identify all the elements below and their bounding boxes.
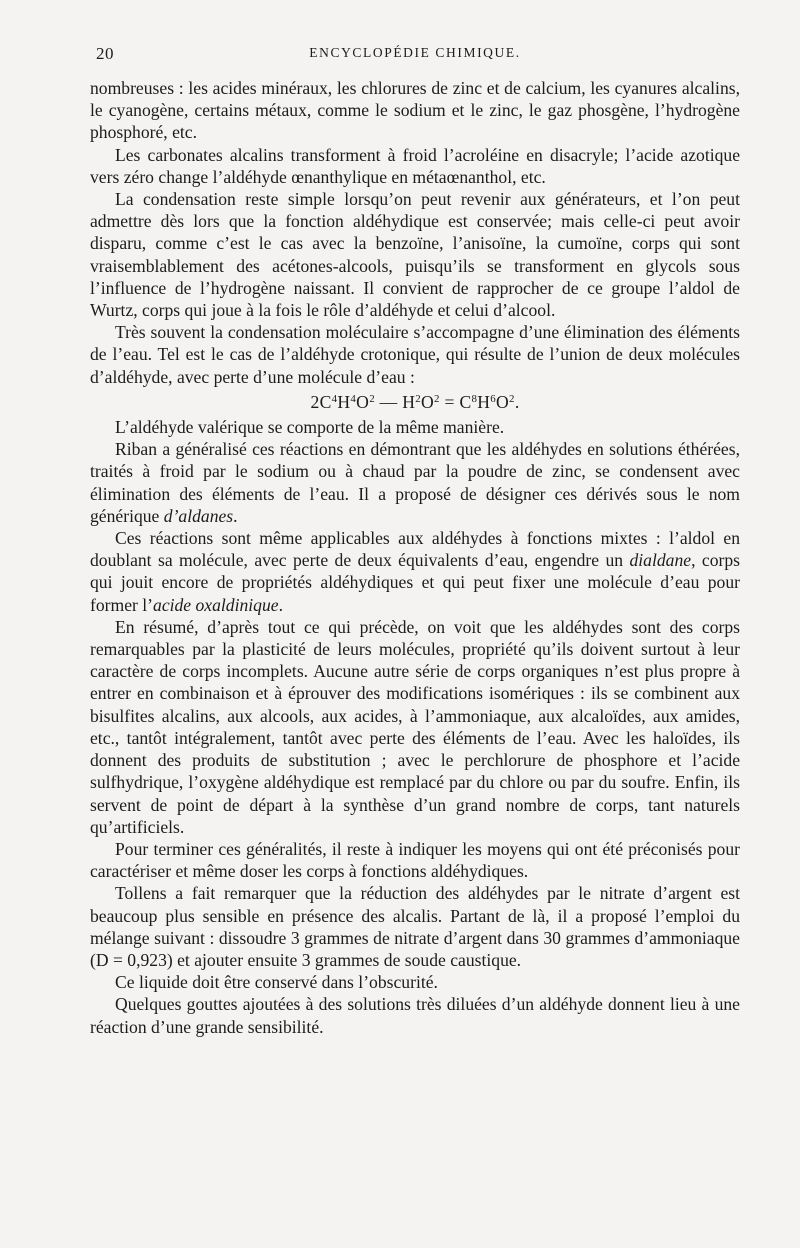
formula-minus: — [374, 391, 403, 412]
formula-c3-sub: 8 [471, 392, 478, 405]
paragraph-2: Les carbonates alcalins transforment à froid l’acroléine en disacryle; l’acide azotique vers zéro change l’aldéhyde œnanthylique en métaœnanthol, etc. [90, 144, 740, 187]
paragraph-1: nombreuses : les acides minéraux, les chlorures de zinc et de calcium, les cyanures alcalins, le cyanogène, certains métaux, comme le sodium et le zinc, le gaz phosgène, l’hydrogène phosphoré, etc. [90, 78, 740, 143]
page-number: 20 [96, 44, 114, 63]
paragraph-3: La condensation reste simple lorsqu’on peut revenir aux générateurs, et l’on peut admettre dès lors que la fonction aldéhydique est conservée; mais celle-ci peut avoir disparu, comme c’est le cas avec la benzoïne, l’anisoïne, la cumoïne, corps qui sont vraisemblablement des acétones-alcools, puisqu’ils se transforment en glycols sous l’influence de l’hydrogène naissant. Il convient de rapprocher de ce groupe l’aldol de Wurtz, corps qui joue à la fois le rôle d’aldéhyde et celui d’alcool. [90, 189, 740, 321]
paragraph-6-end: . [233, 505, 238, 526]
formula-o2: O [421, 391, 435, 412]
formula-c1-sub: 4 [331, 392, 338, 405]
paragraph-7-text: Ces réactions sont même applicables aux aldéhydes à fonctions mixtes : l’aldol en doublant sa molécule, avec perte de deux équivalents d’eau, engendre un [90, 528, 740, 571]
formula-h1: H [337, 391, 351, 412]
paragraph-10: Tollens a fait remarquer que la réduction des aldéhydes par le nitrate d’argent est beaucoup plus sensible en présence des alcalis. Partant de là, il a proposé l’emploi du mélange suivant : dissoudre 3 grammes de nitrate d’argent dans 30 grammes d’ammoniaque (D = 0,923) et ajouter ensuite 3 grammes de soude caustique. [90, 883, 740, 970]
paragraph-6-text: Riban a généralisé ces réactions en démontrant que les aldéhydes en solutions éthérées, traités à froid par le sodium ou à chaud par la poudre de zinc, se condensent avec élimination des éléments de l’eau. Il a proposé de désigner ces dérivés sous le nom générique [90, 439, 740, 526]
formula-o1: O [356, 391, 370, 412]
paragraph-7 [90, 527, 740, 616]
formula-o1-sub: 2 [369, 392, 375, 405]
term-acide-oxaldinique: acide oxaldinique [153, 594, 279, 615]
running-title: ENCYCLOPÉDIE CHIMIQUE. [309, 45, 521, 60]
body-text [90, 77, 740, 1038]
paragraph-4: Très souvent la condensation moléculaire s’accompagne d’une élimination des éléments de l’eau. Tel est le cas de l’aldéhyde crotonique, qui résulte de l’union de deux molécules d’aldéhyde, avec perte d’une molécule d’eau : [90, 322, 740, 387]
term-aldanes: d’aldanes [163, 505, 234, 526]
term-dialdane: dialdane [629, 550, 692, 571]
formula-c1: 2C [310, 391, 332, 412]
paragraph-7-middle: , corps qui jouit encore de propriétés aldéhydiques et qui peut fixer une molécule d’eau pour former l’ [90, 550, 740, 615]
paragraph-5: L’aldéhyde valérique se comporte de la même manière. [115, 417, 505, 438]
formula-h2: H [402, 391, 416, 412]
formula-equals: = [439, 391, 460, 412]
paragraph-11: Ce liquide doit être conservé dans l’obscurité. [115, 972, 438, 993]
formula-h3: H [477, 391, 491, 412]
formula-c3: C [459, 391, 472, 412]
formula-o3-sub: 2 [509, 392, 515, 405]
paragraph-12: Quelques gouttes ajoutées à des solutions très diluées d’un aldéhyde donnent lieu à une réaction d’une grande sensibilité. [90, 994, 740, 1037]
paragraph-9: Pour terminer ces généralités, il reste à indiquer les moyens qui ont été préconisés pour caractériser et même doser les corps à fonctions aldéhydiques. [90, 838, 740, 882]
page-header [96, 44, 734, 70]
formula-h1-sub: 4 [350, 392, 357, 405]
paragraph-7-end: . [278, 594, 283, 615]
formula-o2-sub: 2 [434, 392, 440, 405]
formula-h2-sub: 2 [415, 392, 422, 405]
formula-end: . [514, 391, 520, 412]
formula-o3: O [496, 391, 510, 412]
chemical-formula [90, 391, 740, 413]
paragraph-6 [90, 438, 740, 527]
paragraph-8: En résumé, d’après tout ce qui précède, on voit que les aldéhydes sont des corps remarquables par la plasticité de leurs molécules, propriété qu’ils doivent surtout à leur caractère de corps incomplets. Aucune autre série de corps organiques n’est plus propre à entrer en combinaison et à éprouver des modifications isomériques : ils se combinent aux bisulfites alcalins, aux alcools, aux acides, à l’ammoniaque, aux alcaloïdes, aux amides, etc., tantôt intégralement, tantôt avec perte des éléments de l’eau. Avec les haloïdes, ils donnent des produits de substitution ; avec le perchlorure de phosphore et l’acide sulfhydrique, l’oxygène aldéhydique est remplacé par du chlore ou par du soufre. Enfin, ils servent de point de départ à la synthèse d’un grand nombre de corps, tant naturels qu’artificiels. [90, 616, 740, 837]
formula-h3-sub: 6 [490, 392, 497, 405]
